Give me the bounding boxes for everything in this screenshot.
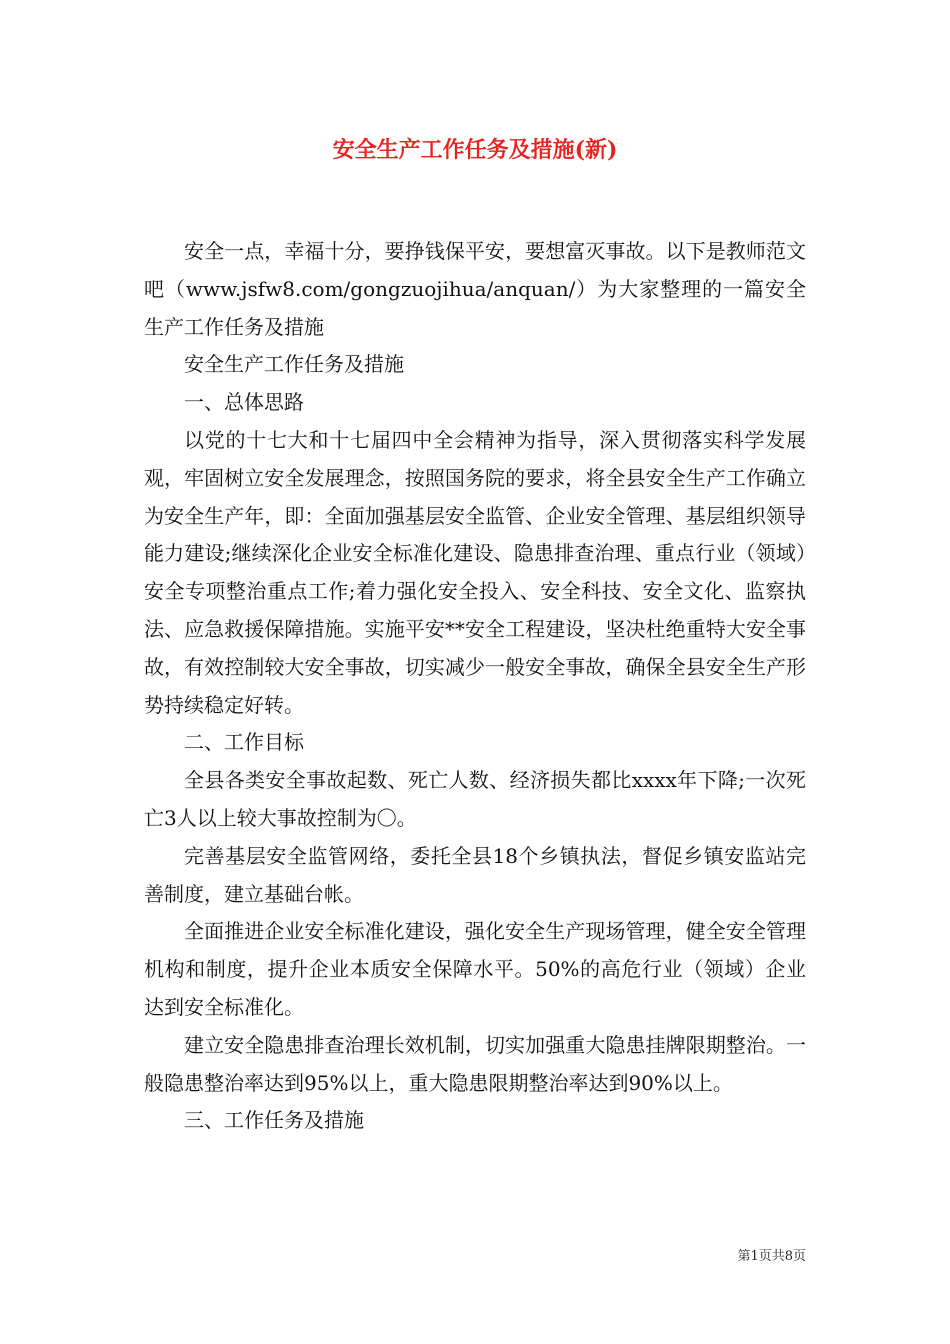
heading-tasks-measures: 三、工作任务及措施	[184, 1108, 364, 1133]
paragraph-subtitle: 安全生产工作任务及措施	[184, 352, 404, 377]
document-title: 安全生产工作任务及措施(新)	[332, 137, 618, 163]
page-number: 第1页共8页	[737, 1249, 806, 1264]
paragraph-intro: 安全一点，幸福十分，要挣钱保平安，要想富灭事故。以下是教师范文吧（www.jsfw8.com/gongzuojihua/anquan/）为大家整理的一篇安全生产工作任务及措施	[144, 239, 806, 339]
heading-work-goals: 二、工作目标	[184, 730, 304, 755]
paragraph-goal-standardization: 全面推进企业安全标准化建设，强化安全生产现场管理，健全安全管理机构和制度，提升企业本质安全保障水平。50%的高危行业（领域）企业达到安全标准化。	[144, 919, 806, 1019]
paragraph-goal-accidents: 全县各类安全事故起数、死亡人数、经济损失都比xxxx年下降;一次死亡3人以上较大事故控制为〇。	[144, 768, 806, 830]
paragraph-overall-thinking: 以党的十七大和十七届四中全会精神为指导，深入贯彻落实科学发展观，牢固树立安全发展理念，按照国务院的要求，将全县安全生产工作确立为安全生产年，即：全面加强基层安全监管、企业安全管理、基层组织领导能力建设;继续深化企业安全标准化建设、隐患排查治理、重点行业（领域）安全专项整治重点工作;着力强化安全投入、安全科技、安全文化、监察执法、应急救援保障措施。实施平安**安全工程建设，坚决杜绝重特大安全事故，有效控制较大安全事故，切实减少一般安全事故，确保全县安全生产形势持续稳定好转。	[144, 427, 806, 717]
paragraph-goal-hazards: 建立安全隐患排查治理长效机制，切实加强重大隐患挂牌限期整治。一般隐患整治率达到95%以上，重大隐患限期整治率达到90%以上。	[144, 1032, 806, 1095]
heading-overall-thinking: 一、总体思路	[184, 390, 304, 415]
paragraph-goal-supervision: 完善基层安全监管网络，委托全县18个乡镇执法，督促乡镇安监站完善制度，建立基础台帐。	[144, 843, 806, 906]
document-body	[144, 233, 806, 1140]
